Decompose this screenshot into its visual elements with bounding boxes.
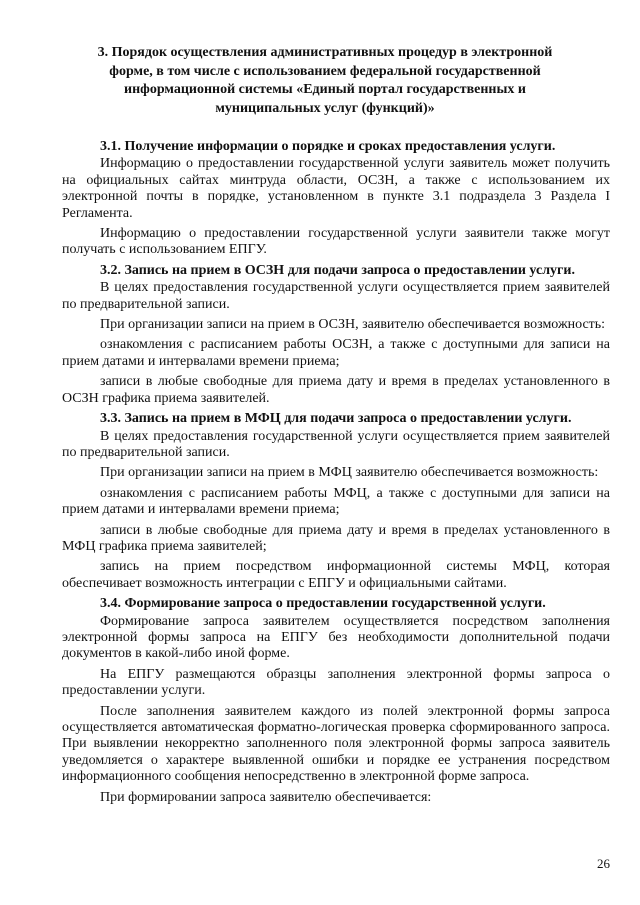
subsection-heading-3-2: 3.2. Запись на прием в ОСЗН для подачи запроса о предоставлении услуги. (100, 262, 575, 278)
paragraph: ознакомления с расписанием работы МФЦ, а также с доступными для записи на прием датами и интервалами времени приема; (62, 485, 610, 518)
paragraph: ознакомления с расписанием работы ОСЗН, а также с доступными для записи на прием датами и интервалами времени приема; (62, 337, 610, 369)
document-body (62, 138, 610, 810)
subsection-heading-3-3: 3.3. Запись на прием в МФЦ для подачи запроса о предоставлении услуги. (100, 411, 572, 427)
subsection-heading-3-1: 3.1. Получение информации о порядке и сроках предоставления услуги. (100, 139, 556, 154)
paragraph: В целях предоставления государственной услуги осуществляется прием заявителей по предварительной записи. (62, 280, 610, 312)
paragraph: запись на прием посредством информационной системы МФЦ, которая обеспечивает возможность интеграции с ЕПГУ и официальными сайтами. (62, 559, 610, 591)
subsection-heading-3-4: 3.4. Формирование запроса о предоставлении государственной услуги. (100, 596, 546, 612)
paragraph: Формирование запроса заявителем осуществляется посредством заполнения электронной формы запроса на ЕПГУ без необходимости дополнительной подачи документов в какой-либо иной форме. (62, 613, 610, 662)
paragraph: Информацию о предоставлении государственной услуги заявители также могут получать с использованием ЕПГУ. (62, 226, 610, 258)
paragraph: При формировании запроса заявителю обеспечивается: (100, 789, 432, 805)
paragraph: При организации записи на прием в ОСЗН, заявителю обеспечивается возможность: (100, 317, 606, 333)
paragraph: записи в любые свободные для приема дату и время в пределах установленного в МФЦ графика приема заявителей; (62, 522, 610, 554)
page-number: 26 (597, 856, 610, 871)
paragraph: На ЕПГУ размещаются образцы заполнения электронной формы запроса о предоставлении услуги. (62, 666, 610, 699)
paragraph: В целях предоставления государственной услуги осуществляется прием заявителей по предварительной записи. (62, 428, 610, 460)
paragraph: При организации записи на прием в МФЦ заявителю обеспечивается возможность: (100, 465, 599, 481)
section-title: 3. Порядок осуществления административных процедур в электронной форме, в том числе с использованием федеральной государственной информационной системы «Единый портал государственных и муниципальных услуг (функций)» (97, 45, 553, 116)
paragraph: записи в любые свободные для приема дату и время в пределах установленного в ОСЗН графика приема заявителей. (62, 374, 610, 406)
paragraph: После заполнения заявителем каждого из полей электронной формы запроса осуществляется автоматическая форматно-логическая проверка сформированного запроса. При выявлении некорректно заполненного поля электронной формы запроса заявитель уведомляется о характере выявленной ошибки и порядке ее устранения посредством информационного сообщения непосредственно в электронной форме запроса. (62, 703, 610, 785)
paragraph: Информацию о предоставлении государственной услуги заявитель может получить на официальных сайтах минтруда области, ОСЗН, а также с использованием их электронной почты в порядке, установленном в пункте 3.1 подраздела 3 Раздела I Регламента. (62, 156, 610, 221)
